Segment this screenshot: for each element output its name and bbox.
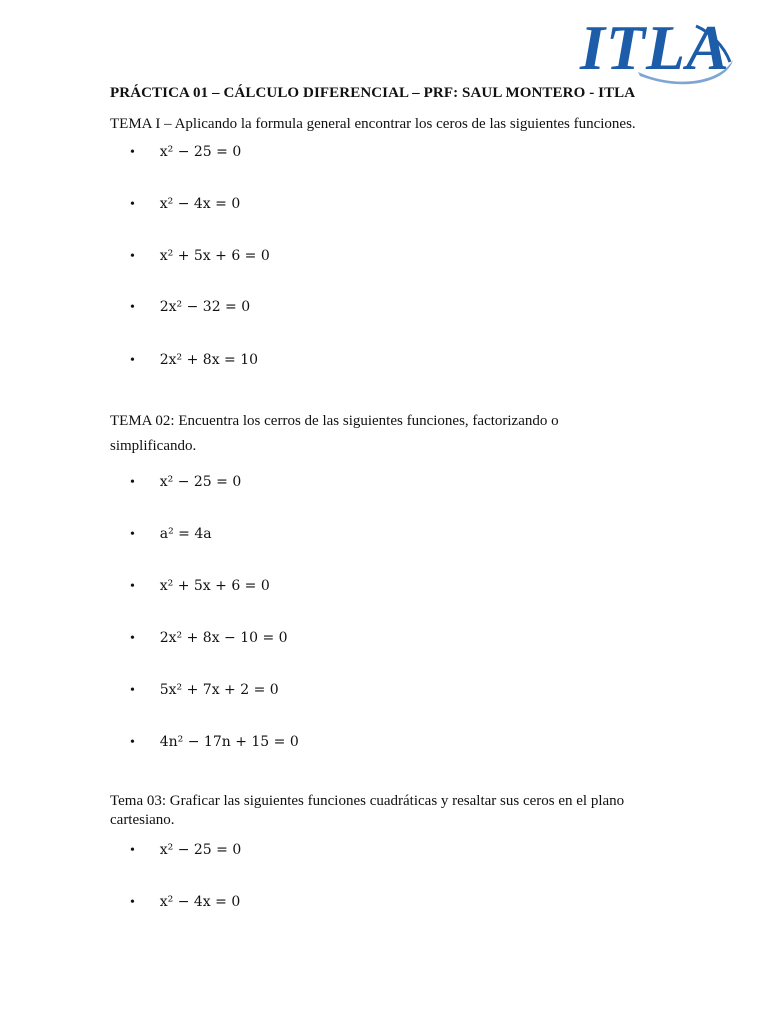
equation: x² − 4x = 0 [159,196,241,212]
list-item [130,733,299,752]
bullet-icon: • [130,145,135,160]
equation: x² − 25 = 0 [159,144,242,160]
equation: x² − 4x = 0 [159,894,241,910]
bullet-icon: • [130,353,135,368]
list-item [130,143,241,162]
bullet-icon: • [130,843,135,858]
list-item [130,247,270,266]
equation: 4n² − 17n + 15 = 0 [159,734,299,750]
equation: 2x² − 32 = 0 [159,299,251,315]
bullet-icon: • [130,197,135,212]
tema3-heading-line2: cartesiano. [110,812,175,828]
equation: 2x² + 8x − 10 = 0 [159,630,288,646]
bullet-icon: • [130,527,135,542]
equation: x² − 25 = 0 [159,842,242,858]
bullet-icon: • [130,735,135,750]
tema2-heading-line2: simplificando. [110,438,197,454]
tema1-heading: TEMA I – Aplicando la formula general encontrar los ceros de las siguientes funciones. [110,116,636,132]
equation: x² − 25 = 0 [159,474,242,490]
list-item [130,577,270,596]
equation: 2x² + 8x = 10 [159,352,259,368]
equation: a² = 4a [159,526,212,542]
list-item [130,841,241,860]
bullet-icon: • [130,895,135,910]
bullet-icon: • [130,683,135,698]
list-item [130,681,279,700]
bullet-icon: • [130,631,135,646]
tema2-heading-line1: TEMA 02: Encuentra los cerros de las siguientes funciones, factorizando o [110,413,559,429]
bullet-icon: • [130,475,135,490]
tema3-heading-line1: Tema 03: Graficar las siguientes funciones cuadráticas y resaltar sus ceros en el plano [110,793,625,809]
itla-logo [578,10,738,90]
equation: x² + 5x + 6 = 0 [159,578,270,594]
bullet-icon: • [130,579,135,594]
list-item [130,893,240,912]
list-item [130,351,258,370]
list-item [130,298,250,317]
bullet-icon: • [130,249,135,264]
list-item [130,525,212,544]
page-title: PRÁCTICA 01 – CÁLCULO DIFERENCIAL – PRF: SAUL MONTERO - ITLA [110,85,636,101]
list-item [130,629,288,648]
equation: 5x² + 7x + 2 = 0 [159,682,279,698]
bullet-icon: • [130,300,135,315]
logo-text: ITLA [580,12,730,83]
list-item [130,473,241,492]
list-item [130,195,240,214]
equation: x² + 5x + 6 = 0 [159,248,270,264]
